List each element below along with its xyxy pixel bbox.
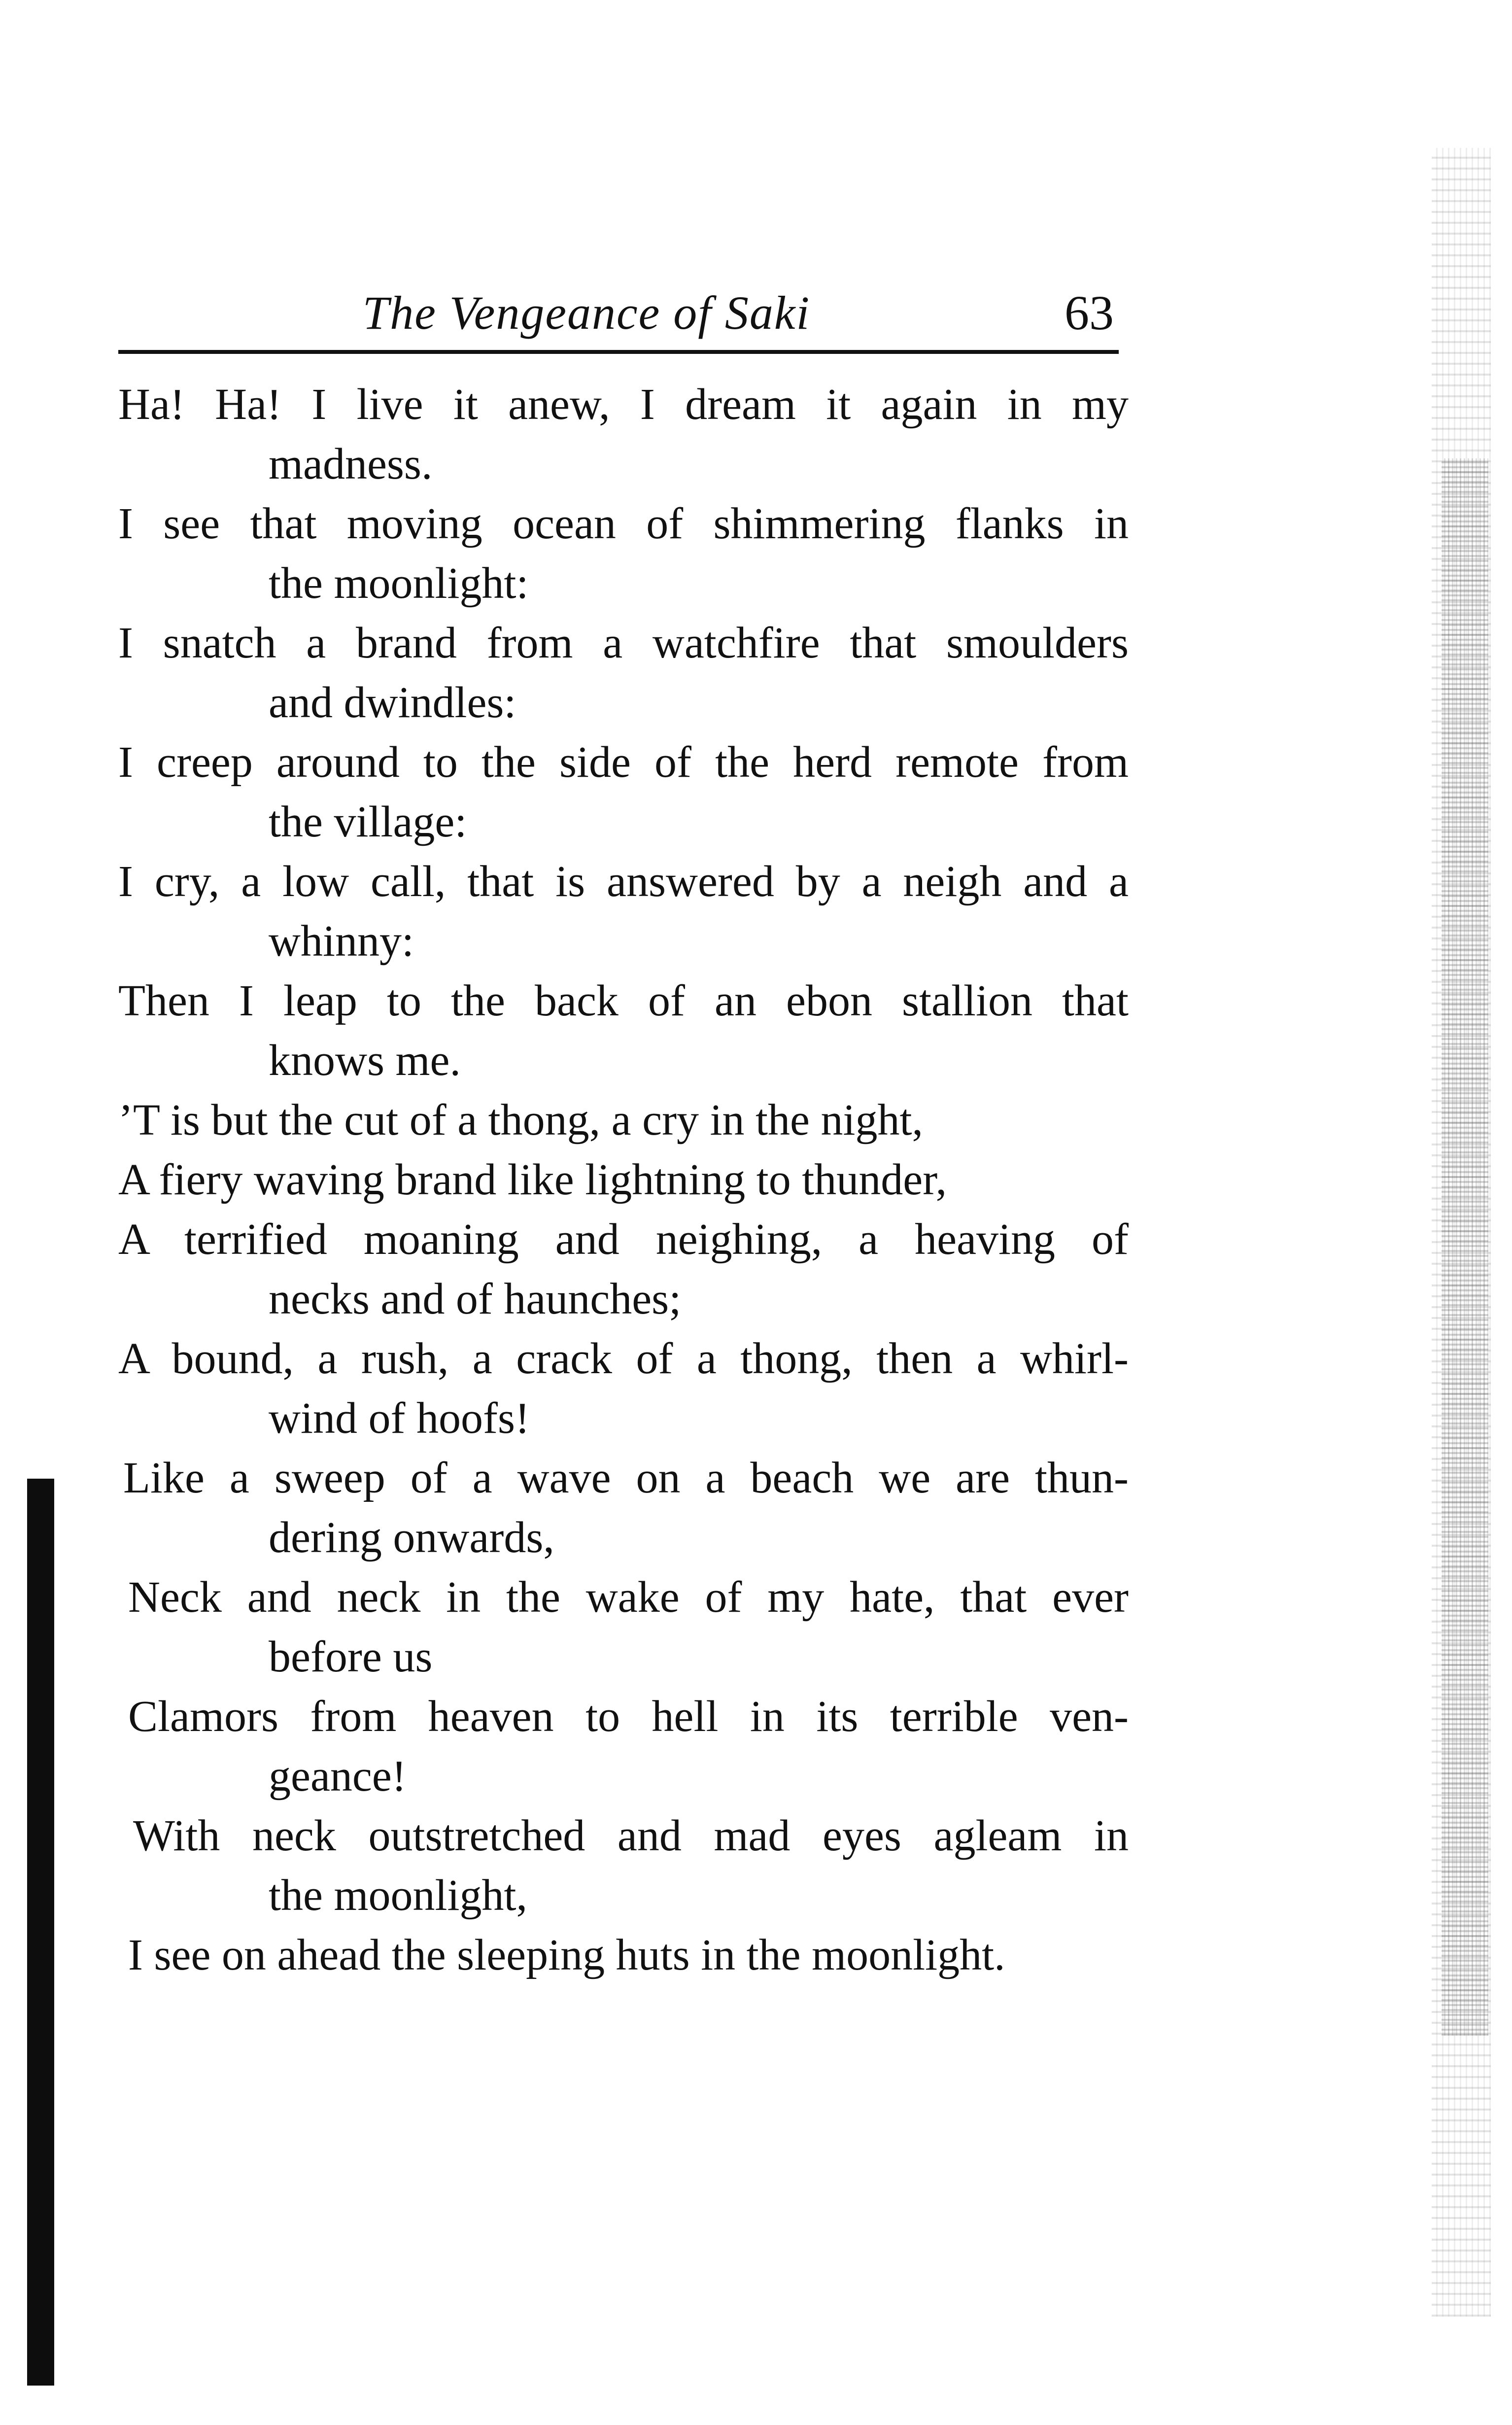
poem-line: I see that moving ocean of shimmering flanks in bbox=[118, 499, 1129, 548]
poem-line: Ha! Ha! I live it anew, I dream it again in my bbox=[118, 380, 1129, 429]
poem-line-continuation: the moonlight, bbox=[269, 1871, 527, 1920]
poem-line-continuation: dering onwards, bbox=[269, 1513, 554, 1562]
scan-binding-shadow bbox=[27, 1479, 54, 2386]
poem-line-continuation: the moonlight: bbox=[269, 559, 529, 608]
poem-line-continuation: geance! bbox=[269, 1752, 407, 1801]
page-number: 63 bbox=[1065, 285, 1114, 340]
poem-line: Clamors from heaven to hell in its terrible ven- bbox=[128, 1692, 1129, 1741]
poem-line: ’T is but the cut of a thong, a cry in the night, bbox=[118, 1096, 924, 1144]
poem-line: Like a sweep of a wave on a beach we are thun- bbox=[123, 1454, 1129, 1502]
poem-line-continuation: and dwindles: bbox=[269, 678, 516, 727]
poem-line: With neck outstretched and mad eyes agleam in bbox=[133, 1811, 1129, 1860]
poem-line: A bound, a rush, a crack of a thong, then a whirl- bbox=[118, 1334, 1129, 1383]
poem-line: Neck and neck in the wake of my hate, that ever bbox=[128, 1573, 1129, 1622]
poem-line: A terrified moaning and neighing, a heaving of bbox=[118, 1215, 1129, 1264]
poem-line: I cry, a low call, that is answered by a neigh and a bbox=[118, 857, 1129, 906]
poem-line-continuation: knows me. bbox=[269, 1036, 461, 1085]
poem-line: Then I leap to the back of an ebon stallion that bbox=[118, 976, 1129, 1025]
poem-line: I see on ahead the sleeping huts in the moonlight. bbox=[128, 1931, 1005, 1979]
poem-line-continuation: before us bbox=[269, 1632, 433, 1681]
header-rule bbox=[118, 350, 1119, 354]
poem-line: I creep around to the side of the herd remote from bbox=[118, 738, 1129, 787]
poem-line: A fiery waving brand like lightning to thunder, bbox=[118, 1155, 947, 1204]
poem-line-continuation: whinny: bbox=[269, 917, 414, 966]
poem-line-continuation: wind of hoofs! bbox=[269, 1394, 530, 1443]
scan-edge-noise-dense bbox=[1442, 458, 1488, 2036]
poem-line: I snatch a brand from a watchfire that smoulders bbox=[118, 619, 1129, 667]
poem-line-continuation: madness. bbox=[269, 440, 433, 488]
page-header bbox=[118, 276, 1114, 350]
running-title: The Vengeance of Saki bbox=[362, 286, 811, 339]
poem-line-continuation: necks and of haunches; bbox=[269, 1275, 682, 1323]
poem-text bbox=[118, 375, 1129, 1985]
poem-line-continuation: the village: bbox=[269, 797, 467, 846]
